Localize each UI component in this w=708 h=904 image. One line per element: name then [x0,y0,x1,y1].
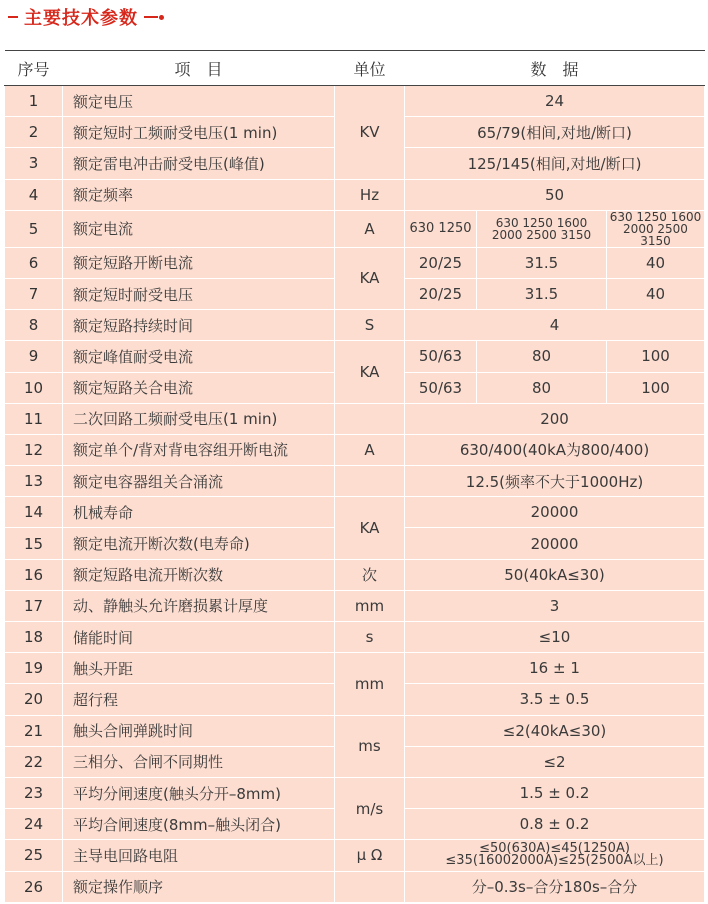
row-seq: 12 [5,434,63,465]
row-seq: 13 [5,466,63,497]
row-item: 二次回路工频耐受电压(1 min) [63,403,335,434]
row-unit: ms [335,715,405,777]
row-unit: S [335,310,405,341]
row-seq: 18 [5,622,63,653]
table-row [5,777,705,808]
row-item: 触头合闸弹跳时间 [63,715,335,746]
table-row [5,715,705,746]
row-seq: 1 [5,86,63,117]
row-data-col2: 31.5 [477,247,607,278]
row-data: 50 [405,179,705,210]
row-data-line2: ≤35(16002000A)≤25(2500A以上) [445,853,664,869]
row-seq: 9 [5,341,63,372]
row-data: 20000 [405,528,705,559]
row-unit: KA [335,497,405,559]
row-data-col3: 40 [607,278,705,309]
row-unit: KV [335,86,405,180]
row-data: 50(40kA≤30) [405,559,705,590]
row-data: 分–0.3s–合分180s–合分 [405,871,705,902]
row-item: 动、静触头允许磨损累计厚度 [63,590,335,621]
row-unit: s [335,622,405,653]
row-data: 1.5 ± 0.2 [405,777,705,808]
table-row [5,653,705,684]
row-data: ≤2 [405,746,705,777]
row-item: 触头开距 [63,653,335,684]
header-item: 项 目 [63,51,335,86]
row-seq: 2 [5,117,63,148]
row-data: 4 [405,310,705,341]
row-seq: 14 [5,497,63,528]
row-item: 额定操作顺序 [63,871,335,902]
header-data: 数 据 [405,51,705,86]
row-data: 16 ± 1 [405,653,705,684]
row-item: 额定电流开断次数(电寿命) [63,528,335,559]
header-unit: 单位 [335,51,405,86]
row-item: 平均合闸速度(8mm–触头闭合) [63,809,335,840]
row-data-line1: ≤50(630A)≤45(1250A) [479,841,630,857]
row-data-col2-line2: 2000 2500 3150 [491,227,592,242]
row-seq: 21 [5,715,63,746]
row-data-col2 [477,210,607,247]
row-data-col3-line2: 2000 2500 3150 [623,221,688,248]
row-seq: 15 [5,528,63,559]
heading-text: 主要技术参数 [24,8,138,29]
row-data: 200 [405,403,705,434]
row-item: 储能时间 [63,622,335,653]
row-data: 630/400(40kA为800/400) [405,434,705,465]
row-unit: 次 [335,559,405,590]
table-row [5,179,705,210]
row-data: 125/145(相间,对地/断口) [405,148,705,179]
table-row [5,622,705,653]
row-item: 额定电压 [63,86,335,117]
row-data: 20000 [405,497,705,528]
row-seq: 3 [5,148,63,179]
table-header-row [5,51,705,86]
row-item: 额定短路持续时间 [63,310,335,341]
table-row [5,590,705,621]
row-data-col3 [607,210,705,247]
table-row [5,310,705,341]
row-seq: 20 [5,684,63,715]
row-item: 额定短时工频耐受电压(1 min) [63,117,335,148]
row-seq: 23 [5,777,63,808]
row-seq: 8 [5,310,63,341]
row-item: 额定短路关合电流 [63,372,335,403]
heading-dot [159,15,164,20]
row-seq: 25 [5,840,63,871]
row-unit: KA [335,247,405,309]
row-data: 12.5(频率不大于1000Hz) [405,466,705,497]
row-data-col2: 80 [477,372,607,403]
heading-dash [8,16,18,18]
row-item: 额定短路开断电流 [63,247,335,278]
row-unit: A [335,210,405,247]
row-item: 主导电回路电阻 [63,840,335,871]
row-data: ≤2(40kA≤30) [405,715,705,746]
row-unit: A [335,434,405,465]
row-unit [335,466,405,497]
row-item: 机械寿命 [63,497,335,528]
row-seq: 4 [5,179,63,210]
row-item: 额定峰值耐受电流 [63,341,335,372]
row-unit [335,403,405,434]
row-seq: 19 [5,653,63,684]
table-row [5,871,705,902]
row-data-col2: 31.5 [477,278,607,309]
row-item: 额定单个/背对背电容组开断电流 [63,434,335,465]
header-seq: 序号 [5,51,63,86]
table-row [5,840,705,871]
row-seq: 24 [5,809,63,840]
table-row [5,466,705,497]
table-row [5,247,705,278]
row-unit: mm [335,590,405,621]
row-data-col1: 50/63 [405,341,477,372]
row-unit: μ Ω [335,840,405,871]
row-data [405,840,705,871]
row-item: 额定短路电流开断次数 [63,559,335,590]
row-item: 额定频率 [63,179,335,210]
table-row [5,86,705,117]
row-seq: 6 [5,247,63,278]
row-data: 24 [405,86,705,117]
row-item: 平均分闸速度(触头分开–8mm) [63,777,335,808]
row-item: 三相分、合闸不同期性 [63,746,335,777]
row-data: 65/79(相间,对地/断口) [405,117,705,148]
table-row [5,559,705,590]
row-data-col1: 20/25 [405,278,477,309]
row-unit: KA [335,341,405,403]
row-unit: Hz [335,179,405,210]
row-data-col3: 100 [607,372,705,403]
row-item: 额定电容器组关合涌流 [63,466,335,497]
row-seq: 5 [5,210,63,247]
row-data-col2-line1: 630 1250 1600 [495,215,588,230]
row-data-col1: 50/63 [405,372,477,403]
row-seq: 11 [5,403,63,434]
tech-params-table [4,50,705,903]
row-data: 0.8 ± 0.2 [405,809,705,840]
row-data-col3: 40 [607,247,705,278]
row-data: 3.5 ± 0.5 [405,684,705,715]
row-item: 额定短时耐受电压 [63,278,335,309]
table-row [5,497,705,528]
row-data-col1: 20/25 [405,247,477,278]
row-data: ≤10 [405,622,705,653]
table-row [5,341,705,372]
row-seq: 22 [5,746,63,777]
row-seq: 10 [5,372,63,403]
row-data-col1: 630 1250 [405,210,477,247]
row-data: 3 [405,590,705,621]
row-seq: 7 [5,278,63,309]
row-seq: 17 [5,590,63,621]
row-unit [335,871,405,902]
row-item: 额定雷电冲击耐受电压(峰值) [63,148,335,179]
table-row [5,434,705,465]
section-heading [8,4,164,30]
heading-tail-line [144,16,158,18]
table-row [5,403,705,434]
row-data-col3-line1: 630 1250 1600 [609,209,702,224]
row-seq: 26 [5,871,63,902]
row-unit: m/s [335,777,405,839]
row-seq: 16 [5,559,63,590]
row-item: 超行程 [63,684,335,715]
table-row [5,210,705,247]
row-item: 额定电流 [63,210,335,247]
row-unit: mm [335,653,405,715]
row-data-col2: 80 [477,341,607,372]
row-data-col3: 100 [607,341,705,372]
